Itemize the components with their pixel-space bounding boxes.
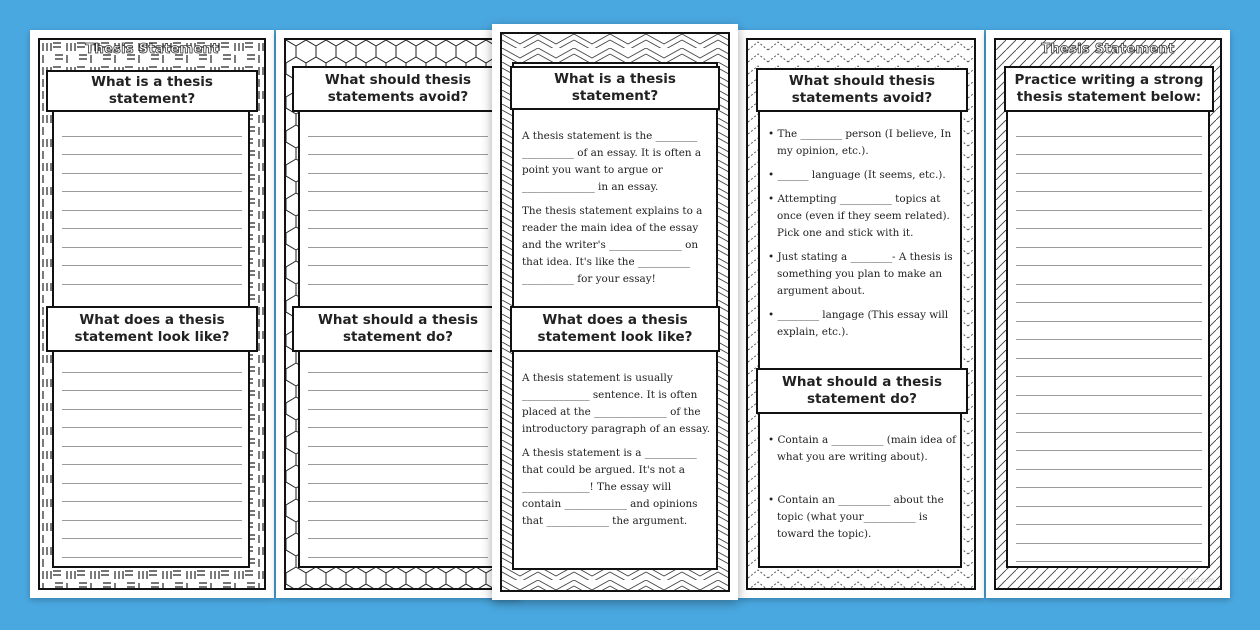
question-header-2: What does a thesis statement look like? [510, 306, 720, 352]
do-item: • Contain a __________ (main idea of what you are writing about). [768, 432, 958, 466]
avoid-item: • Attempting __________ topics at once (even if they seem related). Pick one and stick with it. [768, 191, 958, 242]
question-header-2: What should a thesis statement do? [292, 306, 504, 352]
paragraph: A thesis statement is usually _____________ sentence. It is often placed at the ______________ of the introductory paragraph of an essay. [522, 372, 711, 435]
banner-title: Thesis Statement [1041, 42, 1175, 57]
worksheet-3-frame [500, 32, 730, 592]
avoid-list [768, 126, 958, 348]
worksheet-5-frame [994, 38, 1222, 590]
question-header-1: What should thesis statements avoid? [292, 66, 504, 112]
question-header-1: What is a thesis statement? [46, 70, 258, 112]
do-item: • Contain an __________ about the topic (what your__________ is toward the topic). [768, 492, 958, 543]
banner-title: Thesis Statement [85, 42, 219, 57]
writing-lines [1016, 118, 1202, 562]
worksheet-2-frame [284, 38, 512, 590]
worksheet-3 [492, 24, 738, 600]
worksheet-4 [738, 30, 984, 598]
writing-lines-2 [62, 354, 242, 558]
paragraph: A thesis statement is a __________ that could be argued. It's not a _____________! The essay will contain ____________ and opinions that ____________ the argument. [522, 447, 698, 527]
worksheet-2 [276, 30, 520, 598]
credit-text: twinkl.com [1181, 577, 1214, 584]
writing-lines-1 [62, 118, 242, 285]
question-header-1: What is a thesis statement? [510, 66, 720, 110]
writing-lines-1 [308, 118, 488, 285]
worksheet-4-frame [746, 38, 976, 590]
paragraph: The thesis statement explains to a reader the main idea of the essay and the writer's ______________ on that idea. It's like the __________ __________ for your essay! [522, 205, 703, 285]
question-header-1: What should thesis statements avoid? [756, 68, 968, 112]
paragraph: A thesis statement is the ________ __________ of an essay. It is often a point you want to argue or ______________ in an essay. [522, 130, 702, 193]
question-header-1: Practice writing a strong thesis statement below: [1004, 66, 1214, 112]
worksheet-1 [30, 30, 274, 598]
avoid-item: • The ________ person (I believe, In my opinion, etc.). [768, 126, 958, 160]
avoid-item: • ______ language (It seems, etc.). [768, 167, 958, 184]
answer-text-2 [522, 370, 710, 537]
answer-text-1 [522, 128, 710, 295]
question-header-2: What should a thesis statement do? [756, 368, 968, 414]
avoid-item: • ________ langage (This essay will explain, etc.). [768, 307, 958, 341]
do-list [768, 432, 958, 550]
question-header-2: What does a thesis statement look like? [46, 306, 258, 352]
avoid-item: • Just stating a ________- A thesis is something you plan to make an argument about. [768, 249, 958, 300]
worksheet-1-frame [38, 38, 266, 590]
worksheet-5 [986, 30, 1230, 598]
writing-lines-2 [308, 354, 488, 558]
